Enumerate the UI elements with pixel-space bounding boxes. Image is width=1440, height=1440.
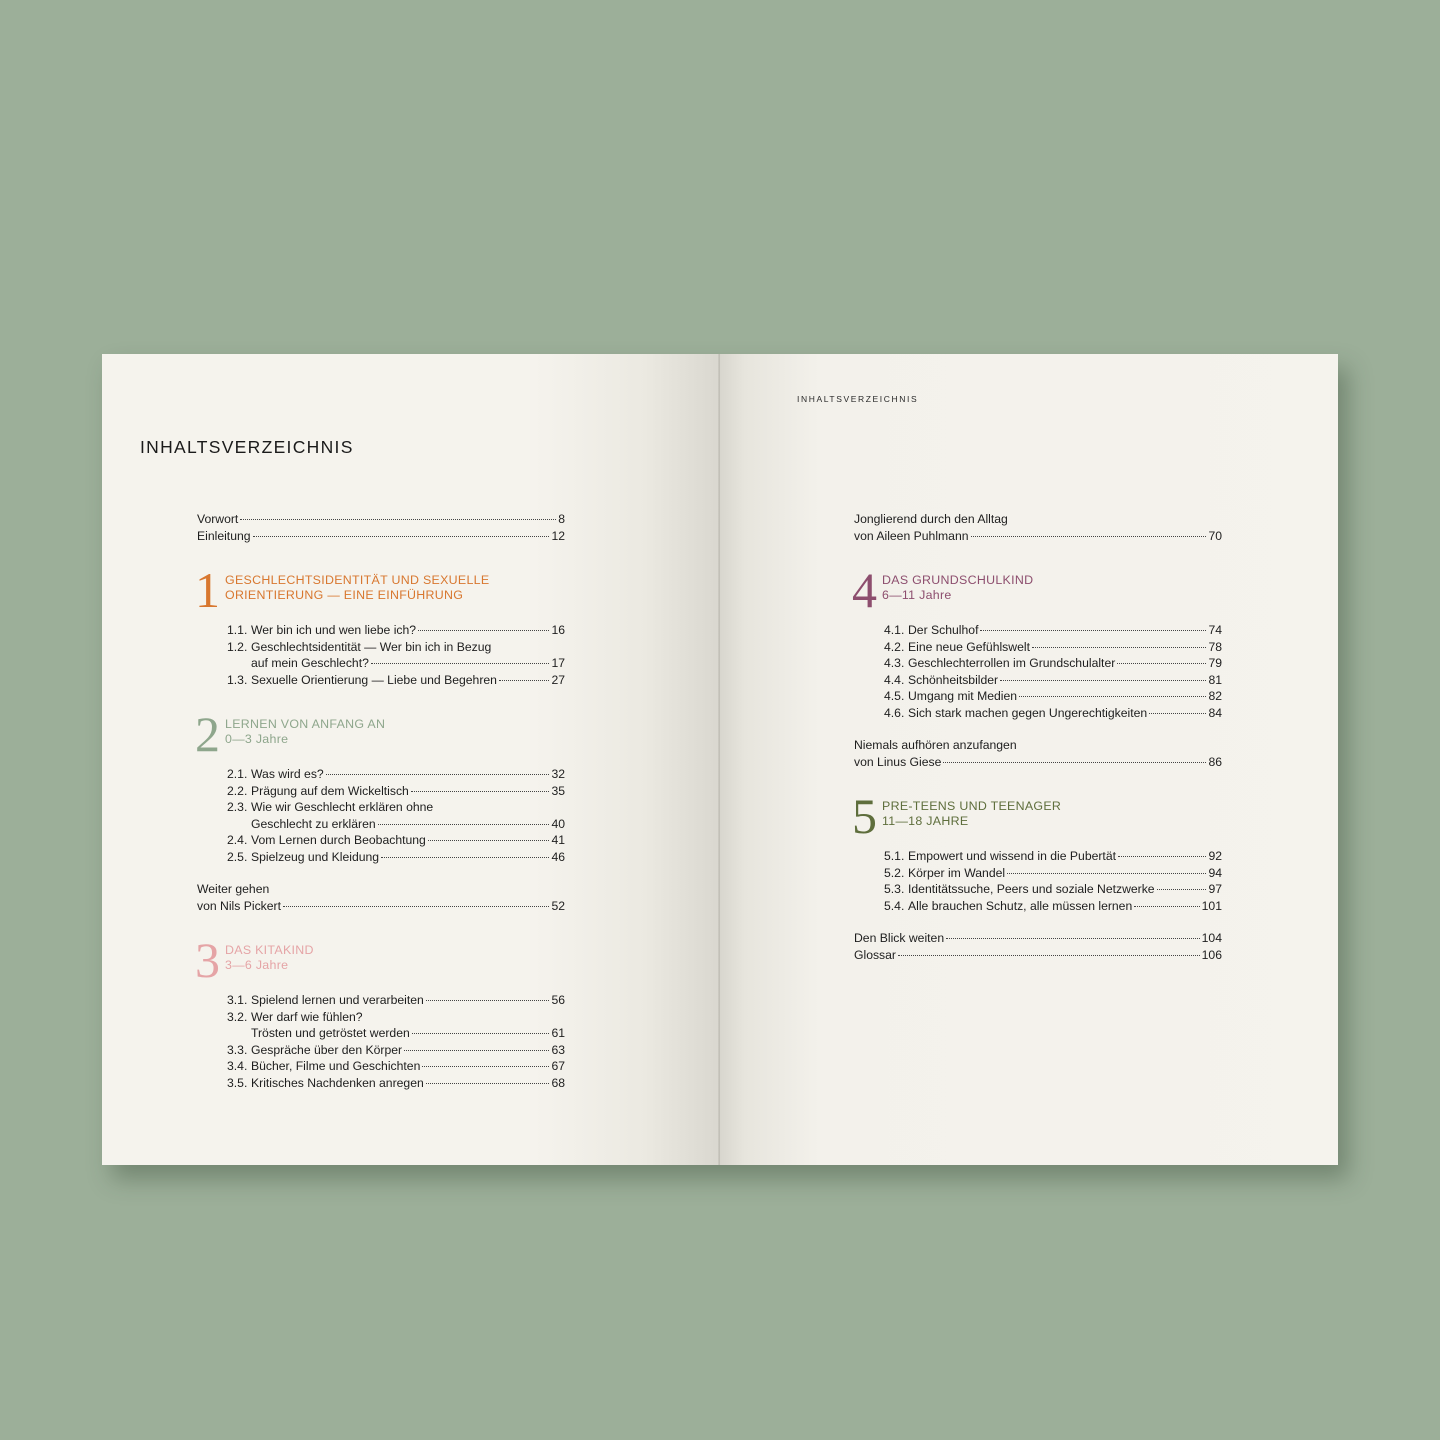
chapter-heading: LERNEN VON ANFANG AN bbox=[225, 717, 386, 731]
chapter-5-header[interactable] bbox=[852, 788, 1222, 844]
dot-leader bbox=[1157, 889, 1207, 890]
chapter-heading-line2: ORIENTIERUNG — EINE EINFÜHRUNG bbox=[225, 587, 464, 602]
dot-leader bbox=[1149, 713, 1206, 714]
entry-page: 35 bbox=[551, 783, 565, 798]
entry-page: 79 bbox=[1208, 656, 1222, 670]
entry-number: 1.3. bbox=[227, 672, 248, 687]
essay-author-entry[interactable] bbox=[854, 754, 1222, 771]
entry-page: 84 bbox=[1208, 705, 1222, 720]
essay-author-entry[interactable] bbox=[854, 528, 1222, 545]
chapter-age: 3—6 Jahre bbox=[225, 957, 289, 972]
entry-title: Wie wir Geschlecht erklären ohne bbox=[251, 800, 434, 814]
toc-entry[interactable] bbox=[884, 639, 1222, 656]
entry-title: Spielend lernen und verarbeiten bbox=[251, 993, 424, 1007]
toc-left bbox=[197, 511, 565, 1091]
entry-page: 46 bbox=[551, 849, 565, 864]
chapter-2-header[interactable] bbox=[195, 706, 565, 762]
essay-author: von Linus Giese bbox=[854, 754, 942, 769]
entry-page: 81 bbox=[1208, 672, 1222, 687]
entry-title: Empowert und wissend in die Pubertät bbox=[908, 849, 1116, 863]
chapter-number: 2 bbox=[195, 706, 220, 762]
entry-number: 4.2. bbox=[884, 639, 905, 654]
dot-leader bbox=[381, 857, 549, 858]
toc-entry-vorwort[interactable] bbox=[197, 511, 565, 528]
entry-page: 16 bbox=[551, 623, 565, 637]
toc-entry[interactable] bbox=[227, 783, 565, 800]
entry-page: 41 bbox=[551, 833, 565, 847]
book-spread bbox=[102, 354, 1338, 1165]
entry-number: 5.1. bbox=[884, 849, 905, 863]
entry-number: 2.4. bbox=[227, 833, 248, 847]
entry-title: Geschlechterrollen im Grundschulalter bbox=[908, 656, 1116, 670]
dot-leader bbox=[1019, 696, 1206, 697]
entry-page: 86 bbox=[1208, 754, 1222, 769]
entry-number: 5.3. bbox=[884, 882, 905, 896]
entry-number: 1.2. bbox=[227, 639, 248, 654]
toc-entry-den-blick-weiten[interactable] bbox=[854, 930, 1222, 947]
chapter-3-header[interactable] bbox=[195, 932, 565, 988]
entry-number: 4.4. bbox=[884, 672, 905, 687]
chapter-heading: DAS GRUNDSCHULKIND bbox=[882, 573, 1034, 587]
running-head: INHALTSVERZEICHNIS bbox=[797, 394, 919, 404]
entry-number: 3.1. bbox=[227, 993, 248, 1007]
chapter-heading: GESCHLECHTSIDENTITÄT UND SEXUELLE bbox=[225, 573, 490, 587]
spacer bbox=[854, 721, 1222, 737]
entry-number: 2.3. bbox=[227, 800, 248, 814]
entry-number: 2.2. bbox=[227, 783, 248, 798]
spacer bbox=[197, 865, 565, 881]
right-page bbox=[720, 354, 1338, 1165]
entry-page: 106 bbox=[1201, 947, 1222, 962]
dot-leader bbox=[980, 630, 1206, 631]
toc-right bbox=[854, 511, 1222, 963]
dot-leader bbox=[418, 630, 549, 631]
entry-title: Gespräche über den Körper bbox=[251, 1042, 403, 1057]
chapter-heading: DAS KITAKIND bbox=[225, 943, 314, 957]
dot-leader bbox=[426, 1000, 550, 1001]
dot-leader bbox=[946, 938, 1200, 939]
dot-leader bbox=[428, 840, 550, 841]
entry-number: 3.5. bbox=[227, 1075, 248, 1090]
essay-title[interactable]: Weiter gehen bbox=[197, 882, 270, 896]
dot-leader bbox=[412, 1033, 550, 1034]
chapter-1-header[interactable] bbox=[195, 562, 565, 618]
toc-entry[interactable] bbox=[227, 1009, 565, 1026]
chapter-5-items bbox=[854, 848, 1222, 914]
chapter-1-items bbox=[197, 622, 565, 688]
toc-entry[interactable] bbox=[884, 672, 1222, 689]
entry-page: 74 bbox=[1208, 623, 1222, 637]
toc-entry[interactable] bbox=[227, 1058, 565, 1075]
toc-entry[interactable] bbox=[227, 832, 565, 849]
entry-page: 68 bbox=[551, 1075, 565, 1090]
chapter-number: 1 bbox=[195, 562, 220, 618]
toc-entry[interactable] bbox=[884, 898, 1222, 915]
dot-leader bbox=[1000, 680, 1206, 681]
chapter-number: 5 bbox=[852, 788, 877, 844]
dot-leader bbox=[1117, 663, 1206, 664]
toc-entry[interactable] bbox=[227, 639, 565, 656]
entry-page: 78 bbox=[1208, 639, 1222, 654]
entry-page: 12 bbox=[551, 528, 565, 543]
toc-entry[interactable] bbox=[884, 655, 1222, 672]
toc-entry[interactable] bbox=[884, 848, 1222, 865]
toc-entry[interactable] bbox=[884, 705, 1222, 722]
toc-entry[interactable] bbox=[227, 799, 565, 816]
toc-entry-einleitung[interactable] bbox=[197, 528, 565, 545]
toc-entry[interactable] bbox=[227, 1042, 565, 1059]
entry-title-line2: Geschlecht zu erklären bbox=[251, 816, 376, 831]
entry-title: Der Schulhof bbox=[908, 623, 979, 637]
dot-leader bbox=[1118, 856, 1206, 857]
toc-entry[interactable] bbox=[227, 622, 565, 639]
entry-title: Geschlechtsidentität — Wer bin ich in Bezug bbox=[251, 639, 492, 654]
entry-title: Vorwort bbox=[197, 512, 239, 526]
entry-title: Prägung auf dem Wickeltisch bbox=[251, 783, 409, 798]
entry-page: 32 bbox=[551, 767, 565, 781]
toc-entry[interactable] bbox=[884, 622, 1222, 639]
entry-title: Sexuelle Orientierung — Liebe und Begehren bbox=[251, 672, 497, 687]
entry-page: 101 bbox=[1201, 898, 1222, 913]
entry-number: 3.4. bbox=[227, 1059, 248, 1073]
toc-entry[interactable] bbox=[884, 881, 1222, 898]
chapter-age: 11—18 JAHRE bbox=[882, 813, 969, 828]
entry-page: 8 bbox=[558, 512, 565, 526]
entry-page: 70 bbox=[1208, 528, 1222, 543]
toc-entry-glossar[interactable] bbox=[854, 947, 1222, 964]
left-page bbox=[102, 354, 720, 1165]
dot-leader bbox=[283, 906, 549, 907]
dot-leader bbox=[943, 762, 1206, 763]
essay-author-entry[interactable] bbox=[197, 898, 565, 915]
toc-entry-continued[interactable] bbox=[227, 655, 565, 672]
entry-title: Kritisches Nachdenken anregen bbox=[251, 1075, 424, 1090]
entry-page: 92 bbox=[1208, 849, 1222, 863]
entry-title: Glossar bbox=[854, 947, 896, 962]
entry-number: 5.2. bbox=[884, 865, 905, 880]
entry-title: Vom Lernen durch Beobachtung bbox=[251, 833, 426, 847]
toc-entry[interactable] bbox=[884, 688, 1222, 705]
entry-title: Eine neue Gefühlswelt bbox=[908, 639, 1030, 654]
entry-page: 67 bbox=[551, 1059, 565, 1073]
entry-number: 1.1. bbox=[227, 623, 248, 637]
entry-title: Was wird es? bbox=[251, 767, 324, 781]
toc-entry[interactable] bbox=[227, 1075, 565, 1092]
spacer bbox=[854, 914, 1222, 930]
dot-leader bbox=[371, 663, 550, 664]
dot-leader bbox=[898, 955, 1200, 956]
chapter-age: 0—3 Jahre bbox=[225, 731, 289, 746]
dot-leader bbox=[404, 1050, 549, 1051]
page-title: INHALTSVERZEICHNIS bbox=[140, 437, 354, 457]
entry-number: 4.1. bbox=[884, 623, 905, 637]
entry-title-line2: auf mein Geschlecht? bbox=[251, 656, 369, 670]
chapter-4-items bbox=[854, 622, 1222, 721]
entry-page: 94 bbox=[1208, 865, 1222, 880]
essay-title[interactable]: Jonglierend durch den Alltag bbox=[854, 512, 1008, 526]
toc-entry-continued[interactable] bbox=[227, 1025, 565, 1042]
entry-title: Spielzeug und Kleidung bbox=[251, 849, 380, 864]
chapter-heading: PRE-TEENS UND TEENAGER bbox=[882, 799, 1062, 813]
entry-number: 4.6. bbox=[884, 705, 905, 720]
entry-title: Einleitung bbox=[197, 528, 251, 543]
toc-entry[interactable] bbox=[227, 849, 565, 866]
entry-title: Schönheitsbilder bbox=[908, 672, 999, 687]
toc-entry[interactable] bbox=[227, 992, 565, 1009]
dot-leader bbox=[426, 1083, 550, 1084]
entry-page: 63 bbox=[551, 1042, 565, 1057]
chapter-2-items bbox=[197, 766, 565, 865]
entry-title: Bücher, Filme und Geschichten bbox=[251, 1059, 421, 1073]
entry-title-line2: Trösten und getröstet werden bbox=[251, 1026, 410, 1040]
dot-leader bbox=[499, 680, 549, 681]
entry-number: 5.4. bbox=[884, 898, 905, 913]
entry-number: 3.3. bbox=[227, 1042, 248, 1057]
essay-author: von Nils Pickert bbox=[197, 898, 281, 913]
entry-title: Wer bin ich und wen liebe ich? bbox=[251, 623, 417, 637]
essay-title[interactable]: Niemals aufhören anzufangen bbox=[854, 738, 1017, 752]
entry-number: 2.5. bbox=[227, 849, 248, 864]
entry-title: Alle brauchen Schutz, alle müssen lernen bbox=[908, 898, 1133, 913]
entry-number: 2.1. bbox=[227, 767, 248, 781]
entry-page: 27 bbox=[551, 672, 565, 687]
chapter-age: 6—11 Jahre bbox=[882, 587, 952, 602]
essay-author: von Aileen Puhlmann bbox=[854, 528, 969, 543]
entry-page: 52 bbox=[551, 898, 565, 913]
entry-page: 40 bbox=[551, 816, 565, 831]
entry-number: 4.3. bbox=[884, 656, 905, 670]
toc-entry[interactable] bbox=[227, 672, 565, 689]
toc-entry[interactable] bbox=[884, 865, 1222, 882]
chapter-number: 3 bbox=[195, 932, 220, 988]
chapter-4-header[interactable] bbox=[852, 562, 1222, 618]
entry-page: 82 bbox=[1208, 689, 1222, 703]
dot-leader bbox=[1134, 906, 1199, 907]
entry-title: Identitätssuche, Peers und soziale Netzwerke bbox=[908, 882, 1155, 896]
dot-leader bbox=[326, 774, 550, 775]
entry-title: Umgang mit Medien bbox=[908, 689, 1018, 703]
entry-page: 56 bbox=[551, 993, 565, 1007]
entry-title: Wer darf wie fühlen? bbox=[251, 1009, 363, 1024]
entry-number: 4.5. bbox=[884, 689, 905, 703]
dot-leader bbox=[971, 536, 1207, 537]
entry-number: 3.2. bbox=[227, 1009, 248, 1024]
dot-leader bbox=[422, 1066, 549, 1067]
dot-leader bbox=[1032, 647, 1206, 648]
entry-title: Sich stark machen gegen Ungerechtigkeiten bbox=[908, 705, 1148, 720]
chapter-number: 4 bbox=[852, 562, 877, 618]
toc-entry-continued[interactable] bbox=[227, 816, 565, 833]
dot-leader bbox=[1007, 873, 1206, 874]
entry-title: Körper im Wandel bbox=[908, 865, 1006, 880]
dot-leader bbox=[240, 519, 556, 520]
entry-page: 61 bbox=[551, 1026, 565, 1040]
dot-leader bbox=[253, 536, 550, 537]
entry-title: Den Blick weiten bbox=[854, 931, 945, 945]
entry-page: 97 bbox=[1208, 882, 1222, 896]
toc-entry[interactable] bbox=[227, 766, 565, 783]
entry-page: 104 bbox=[1201, 931, 1222, 945]
dot-leader bbox=[411, 791, 550, 792]
dot-leader bbox=[378, 824, 550, 825]
chapter-3-items bbox=[197, 992, 565, 1091]
entry-page: 17 bbox=[551, 656, 565, 670]
